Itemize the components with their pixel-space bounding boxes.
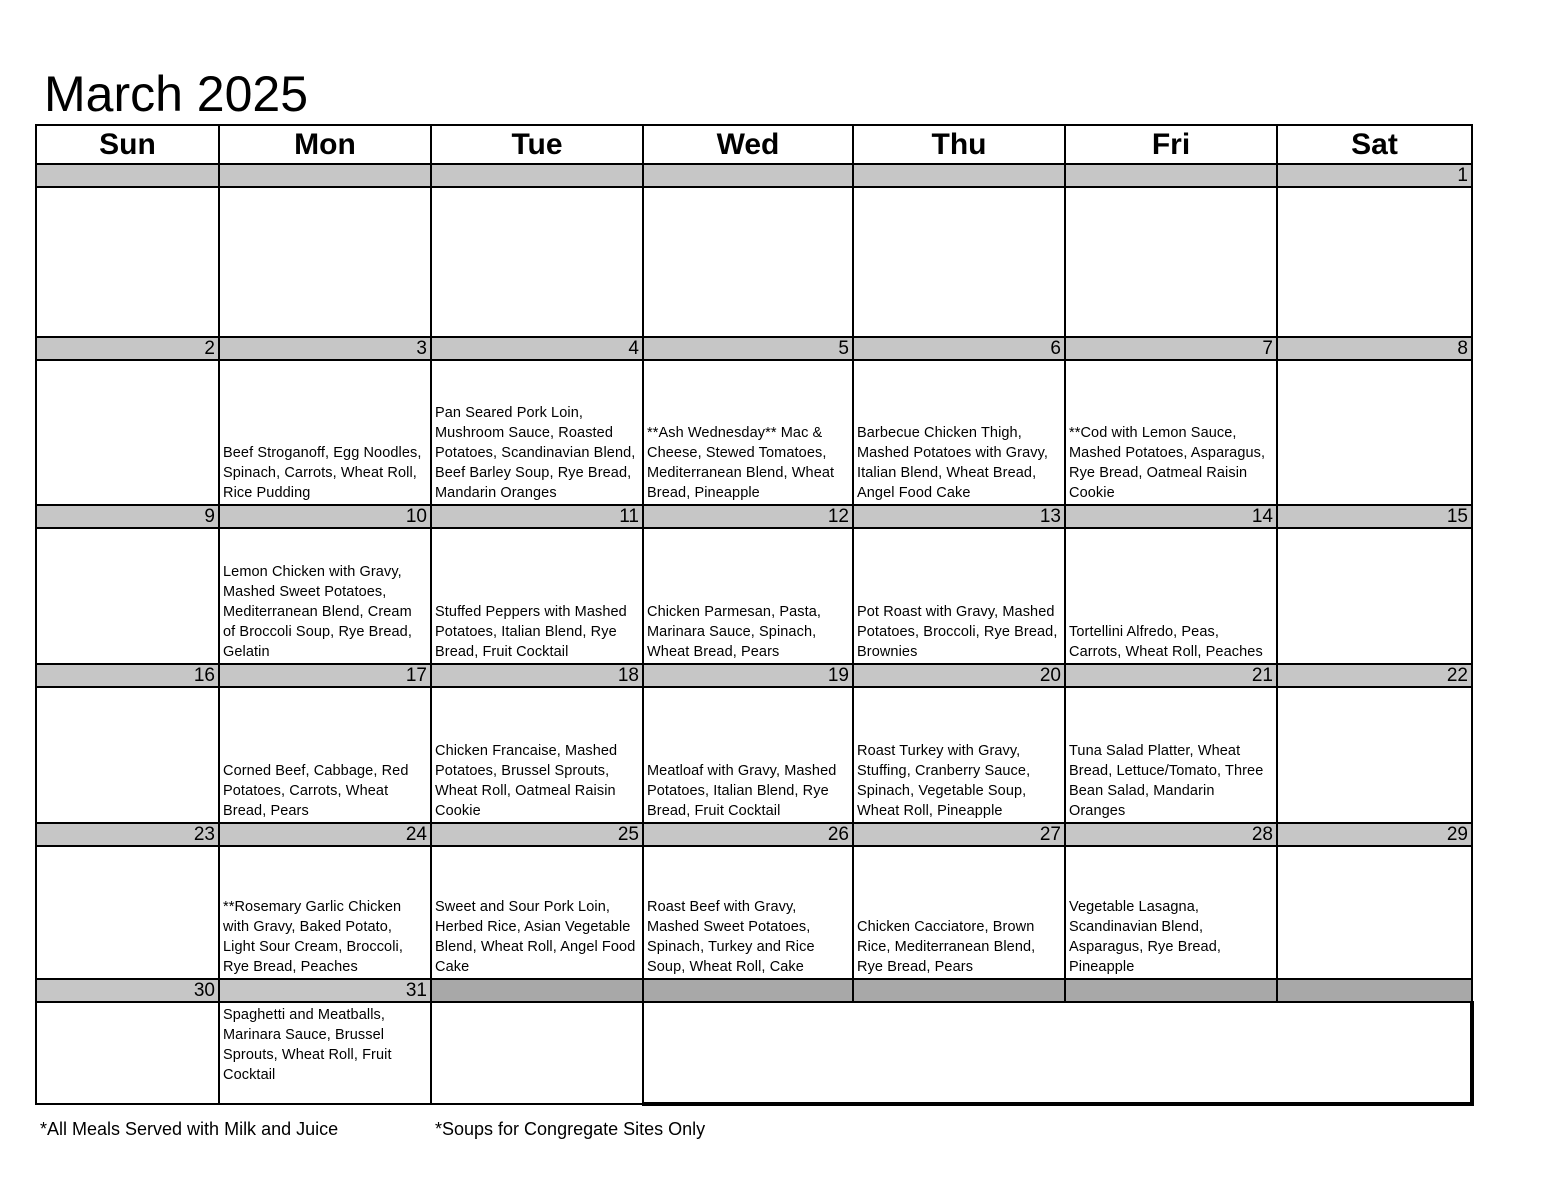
meal-cell: Tortellini Alfredo, Peas, Carrots, Wheat Roll, Peaches <box>1065 528 1277 664</box>
date-number: 23 <box>36 823 219 846</box>
meal-cell: Chicken Francaise, Mashed Potatoes, Brussel Sprouts, Wheat Roll, Oatmeal Raisin Cookie <box>431 687 643 823</box>
weekday-header: Thu <box>853 125 1065 164</box>
date-number: 7 <box>1065 337 1277 360</box>
date-number: 31 <box>219 979 431 1002</box>
date-number <box>1065 979 1277 1002</box>
meal-row <box>36 846 1472 979</box>
date-number <box>643 979 853 1002</box>
meal-cell: **Ash Wednesday** Mac & Cheese, Stewed Tomatoes, Mediterranean Blend, Wheat Bread, Pineapple <box>643 360 853 505</box>
empty-month-end-block <box>643 1002 1472 1104</box>
meal-cell: Meatloaf with Gravy, Mashed Potatoes, Italian Blend, Rye Bread, Fruit Cocktail <box>643 687 853 823</box>
meal-cell: Beef Stroganoff, Egg Noodles, Spinach, Carrots, Wheat Roll, Rice Pudding <box>219 360 431 505</box>
date-number: 6 <box>853 337 1065 360</box>
date-number-row <box>36 337 1472 360</box>
date-number: 9 <box>36 505 219 528</box>
meal-cell: Spaghetti and Meatballs, Marinara Sauce, Brussel Sprouts, Wheat Roll, Fruit Cocktail <box>219 1002 431 1104</box>
date-number: 16 <box>36 664 219 687</box>
meal-cell <box>1277 687 1472 823</box>
date-number: 14 <box>1065 505 1277 528</box>
date-number: 25 <box>431 823 643 846</box>
meal-cell <box>36 1002 219 1104</box>
meal-cell: Chicken Parmesan, Pasta, Marinara Sauce, Spinach, Wheat Bread, Pears <box>643 528 853 664</box>
meal-cell <box>1277 360 1472 505</box>
date-number: 5 <box>643 337 853 360</box>
footnote-soups: *Soups for Congregate Sites Only <box>435 1119 706 1139</box>
meal-cell <box>36 187 219 337</box>
meal-cell: Barbecue Chicken Thigh, Mashed Potatoes with Gravy, Italian Blend, Wheat Bread, Angel Food Cake <box>853 360 1065 505</box>
footnote-milk-juice: *All Meals Served with Milk and Juice <box>40 1119 339 1139</box>
meal-row <box>36 528 1472 664</box>
date-number <box>36 164 219 187</box>
date-number: 8 <box>1277 337 1472 360</box>
meal-cell <box>1065 187 1277 337</box>
date-number: 22 <box>1277 664 1472 687</box>
meal-cell <box>36 846 219 979</box>
meal-cell <box>1277 187 1472 337</box>
meal-row <box>36 360 1472 505</box>
date-number: 24 <box>219 823 431 846</box>
meal-cell <box>1277 846 1472 979</box>
date-number: 2 <box>36 337 219 360</box>
meal-cell: **Rosemary Garlic Chicken with Gravy, Baked Potato, Light Sour Cream, Broccoli, Rye Bread, Peaches <box>219 846 431 979</box>
date-number: 3 <box>219 337 431 360</box>
meal-cell <box>643 187 853 337</box>
date-number-row <box>36 664 1472 687</box>
meal-cell: Sweet and Sour Pork Loin, Herbed Rice, Asian Vegetable Blend, Wheat Roll, Angel Food Cake <box>431 846 643 979</box>
calendar-grid <box>35 124 1474 1106</box>
weekday-header-row <box>36 125 1472 164</box>
date-number <box>1065 164 1277 187</box>
date-number: 27 <box>853 823 1065 846</box>
date-number: 26 <box>643 823 853 846</box>
meal-cell: Vegetable Lasagna, Scandinavian Blend, Asparagus, Rye Bread, Pineapple <box>1065 846 1277 979</box>
meal-cell <box>36 687 219 823</box>
weekday-header: Tue <box>431 125 643 164</box>
date-number: 21 <box>1065 664 1277 687</box>
meal-cell <box>853 187 1065 337</box>
date-number <box>431 979 643 1002</box>
date-number: 10 <box>219 505 431 528</box>
weekday-header: Mon <box>219 125 431 164</box>
meal-cell <box>431 1002 643 1104</box>
date-number: 29 <box>1277 823 1472 846</box>
meal-cell <box>36 360 219 505</box>
meal-cell: Stuffed Peppers with Mashed Potatoes, Italian Blend, Rye Bread, Fruit Cocktail <box>431 528 643 664</box>
date-number: 1 <box>1277 164 1472 187</box>
date-number <box>431 164 643 187</box>
meal-cell: Pan Seared Pork Loin, Mushroom Sauce, Roasted Potatoes, Scandinavian Blend, Beef Barley Soup, Rye Bread, Mandarin Oranges <box>431 360 643 505</box>
date-number-row <box>36 164 1472 187</box>
meal-cell: Roast Turkey with Gravy, Stuffing, Cranberry Sauce, Spinach, Vegetable Soup, Wheat Roll, Pineapple <box>853 687 1065 823</box>
date-number-row <box>36 823 1472 846</box>
date-number <box>853 164 1065 187</box>
meal-cell: Lemon Chicken with Gravy, Mashed Sweet Potatoes, Mediterranean Blend, Cream of Broccoli Soup, Rye Bread, Gelatin <box>219 528 431 664</box>
weekday-header: Sun <box>36 125 219 164</box>
meal-cell: Chicken Cacciatore, Brown Rice, Mediterranean Blend, Rye Bread, Pears <box>853 846 1065 979</box>
date-number-row <box>36 979 1472 1002</box>
meal-cell <box>219 187 431 337</box>
meal-row <box>36 687 1472 823</box>
date-number: 15 <box>1277 505 1472 528</box>
date-number: 18 <box>431 664 643 687</box>
date-number <box>1277 979 1472 1002</box>
meal-cell: Corned Beef, Cabbage, Red Potatoes, Carrots, Wheat Bread, Pears <box>219 687 431 823</box>
date-number: 19 <box>643 664 853 687</box>
date-number <box>219 164 431 187</box>
calendar-title: March 2025 <box>44 66 309 122</box>
date-number: 13 <box>853 505 1065 528</box>
meal-cell: Roast Beef with Gravy, Mashed Sweet Potatoes, Spinach, Turkey and Rice Soup, Wheat Roll, Cake <box>643 846 853 979</box>
meal-cell: Pot Roast with Gravy, Mashed Potatoes, Broccoli, Rye Bread, Brownies <box>853 528 1065 664</box>
meal-cell: Tuna Salad Platter, Wheat Bread, Lettuce/Tomato, Three Bean Salad, Mandarin Oranges <box>1065 687 1277 823</box>
date-number: 4 <box>431 337 643 360</box>
date-number <box>643 164 853 187</box>
date-number: 17 <box>219 664 431 687</box>
date-number: 28 <box>1065 823 1277 846</box>
meal-cell <box>431 187 643 337</box>
date-number-row <box>36 505 1472 528</box>
meal-cell <box>36 528 219 664</box>
date-number: 12 <box>643 505 853 528</box>
weekday-header: Wed <box>643 125 853 164</box>
meal-cell: **Cod with Lemon Sauce, Mashed Potatoes, Asparagus, Rye Bread, Oatmeal Raisin Cookie <box>1065 360 1277 505</box>
date-number: 20 <box>853 664 1065 687</box>
weekday-header: Sat <box>1277 125 1472 164</box>
meal-row <box>36 1002 1472 1104</box>
date-number: 30 <box>36 979 219 1002</box>
meal-row <box>36 187 1472 337</box>
meal-cell <box>1277 528 1472 664</box>
date-number: 11 <box>431 505 643 528</box>
date-number <box>853 979 1065 1002</box>
weekday-header: Fri <box>1065 125 1277 164</box>
